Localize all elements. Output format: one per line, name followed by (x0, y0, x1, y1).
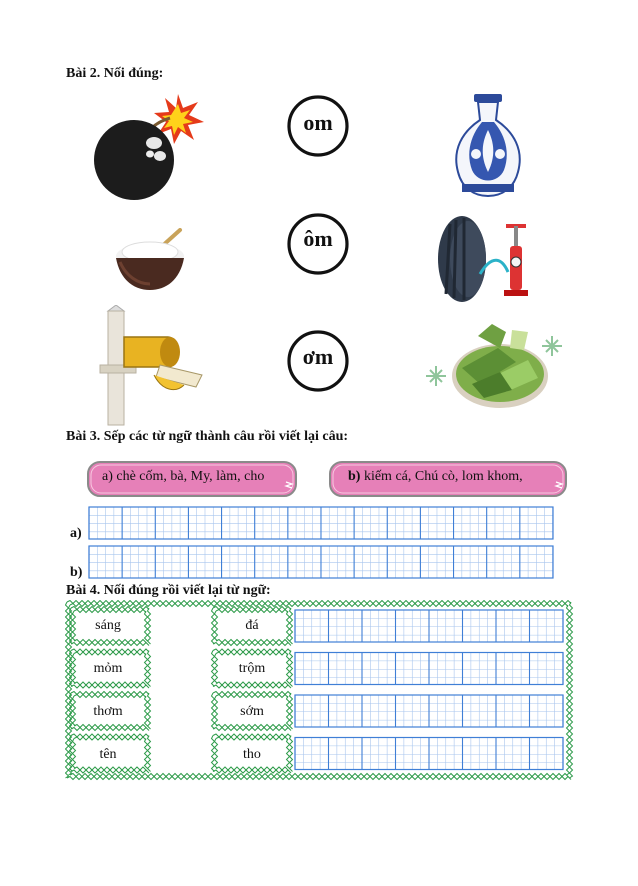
grid-lines (295, 610, 563, 642)
bai3-title: Bài 3. Sếp các từ ngữ thành câu rồi viết lại câu: (66, 429, 349, 444)
right-word-4: tho (243, 747, 261, 762)
grid-lines (295, 653, 563, 685)
rice-bowl-image (114, 228, 190, 294)
bai4-title: Bài 4. Nối đúng rồi viết lại từ ngữ: (66, 583, 271, 598)
right-word-1: đá (245, 618, 259, 633)
right-word-3: sớm (240, 704, 264, 719)
syllable-om: om (303, 110, 333, 135)
syllable-om-hat: ôm (303, 226, 333, 251)
card-b-words: kiếm cá, Chú cò, lom khom, (360, 469, 523, 484)
tire-pump-image (436, 214, 536, 304)
writing-grid-a[interactable] (88, 506, 554, 540)
bai2-title: Bài 2. Nối đúng: (66, 66, 164, 81)
grid-lines (295, 695, 563, 727)
card-b-text (348, 469, 523, 485)
row-a-label: a) (70, 526, 82, 541)
mailbox-image (96, 305, 212, 427)
left-word-1: sáng (95, 618, 121, 633)
writing-grid-b[interactable] (88, 545, 554, 579)
grid-lines (295, 738, 563, 770)
bomb-image (86, 88, 206, 203)
vase-image (448, 92, 528, 202)
grid-lines (89, 546, 553, 578)
row-b-label: b) (70, 565, 83, 580)
left-word-2: mỏm (93, 661, 123, 676)
sticky-rice-cakes-image (420, 318, 570, 413)
left-word-3: thơm (93, 704, 123, 719)
grid-lines (89, 507, 553, 539)
right-word-2: trộm (238, 661, 266, 676)
syllable-om-horn: ơm (302, 344, 334, 369)
card-a-text: a) chè cốm, bà, My, làm, cho (102, 469, 265, 484)
card-b-prefix: b) (348, 469, 361, 484)
left-word-4: tên (99, 747, 117, 762)
